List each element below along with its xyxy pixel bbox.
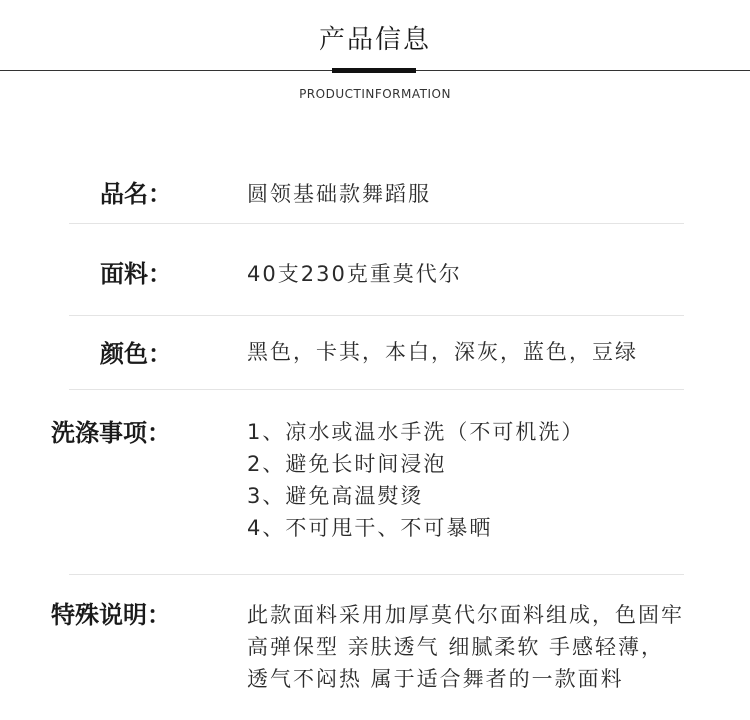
row-divider <box>69 389 684 390</box>
section-title: 产品信息 <box>318 25 431 55</box>
care-line: 3、避免高温熨烫 <box>247 484 424 508</box>
header-accent-bar <box>332 68 416 73</box>
color-value: 黑色，卡其，本白，深灰，蓝色，豆绿 <box>247 340 638 364</box>
section-subtitle: PRODUCTINFORMATION <box>299 87 451 101</box>
color-label: 颜色： <box>100 340 172 368</box>
special-notes <box>247 599 684 695</box>
care-line: 1、凉水或温水手洗（不可机洗） <box>247 420 585 444</box>
care-line: 4、不可甩干、不可暴晒 <box>247 516 493 540</box>
care-instructions <box>247 416 584 544</box>
special-label: 特殊说明： <box>51 601 171 629</box>
name-label: 品名： <box>100 180 172 208</box>
fabric-label: 面料： <box>100 260 172 288</box>
care-line: 2、避免长时间浸泡 <box>247 452 447 476</box>
row-divider <box>69 574 684 575</box>
special-line: 此款面料采用加厚莫代尔面料组成，色固牢 <box>247 603 684 627</box>
row-divider <box>69 223 684 224</box>
special-line: 透气不闷热 属于适合舞者的一款面料 <box>247 667 624 691</box>
special-line: 高弹保型 亲肤透气 细腻柔软 手感轻薄， <box>247 635 665 659</box>
fabric-value: 40支230克重莫代尔 <box>247 262 462 286</box>
name-value: 圆领基础款舞蹈服 <box>247 182 431 206</box>
care-label: 洗涤事项： <box>51 419 171 447</box>
row-divider <box>69 315 684 316</box>
